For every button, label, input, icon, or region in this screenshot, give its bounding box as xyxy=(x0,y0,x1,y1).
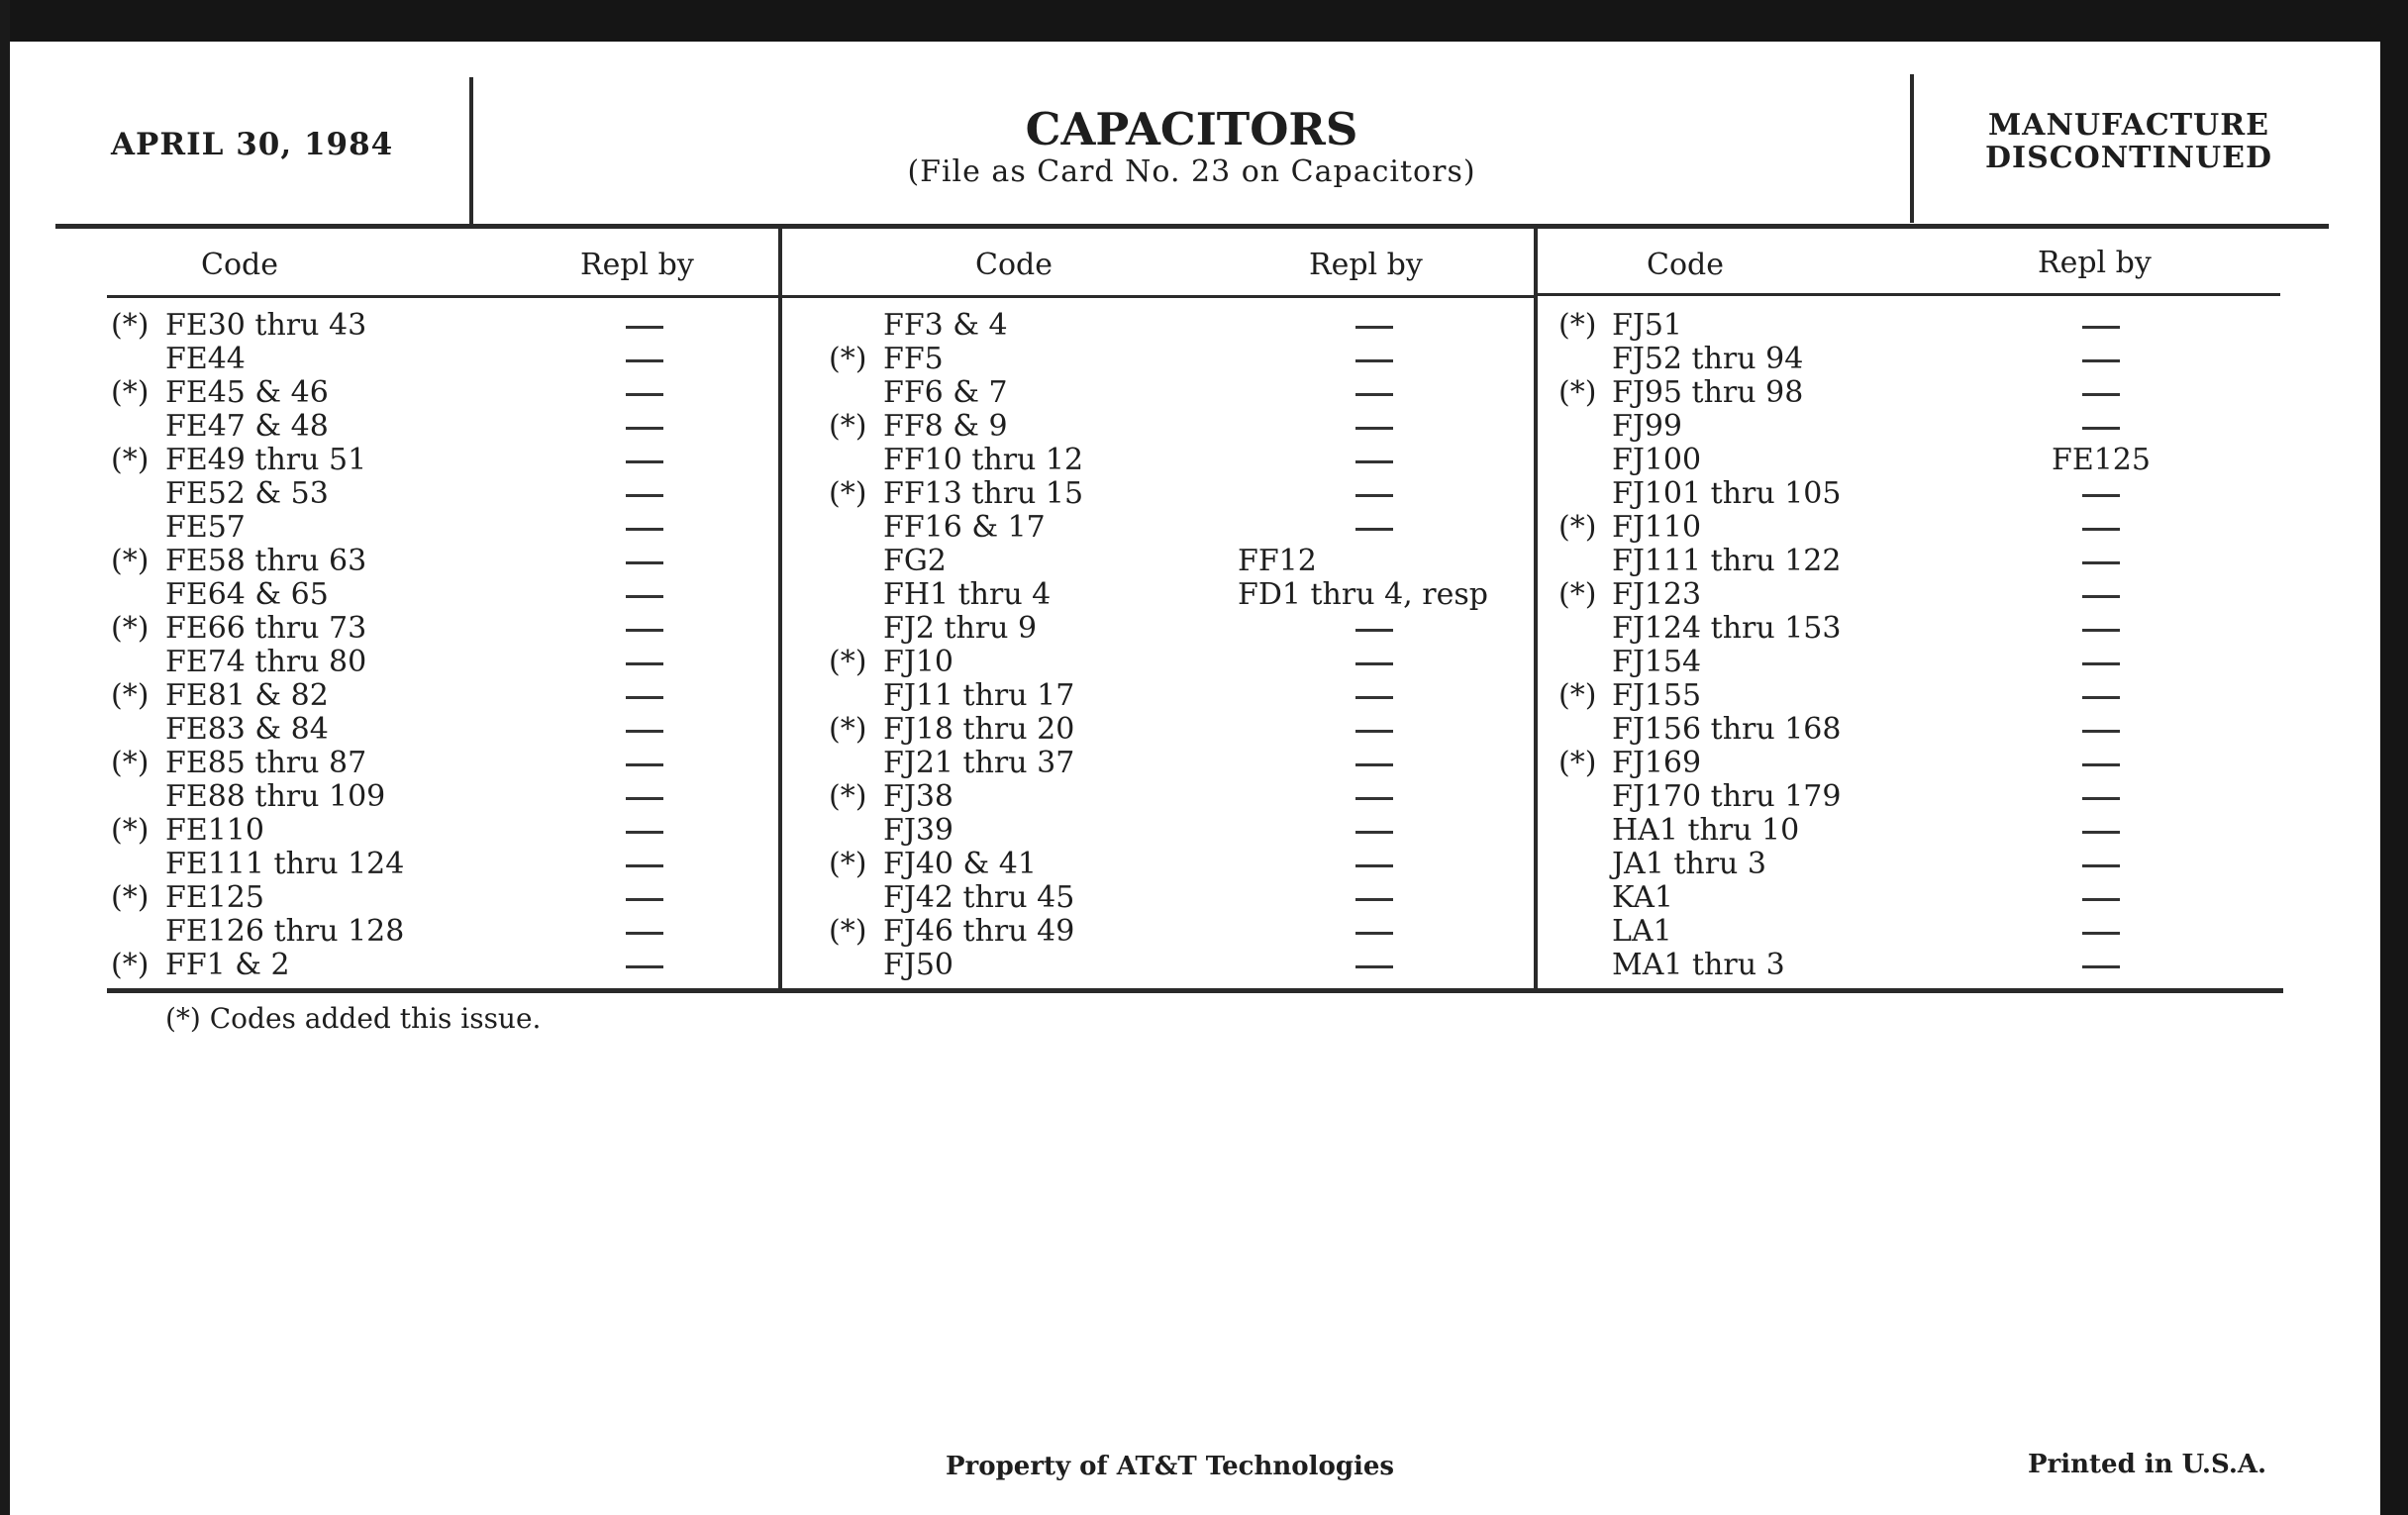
added-marker: (*) xyxy=(111,948,150,982)
scan-border-right xyxy=(2380,0,2408,1515)
code-cell: FE52 & 53 xyxy=(165,476,329,511)
no-replacement-dash xyxy=(626,561,663,564)
no-replacement-dash xyxy=(626,629,663,632)
code-cell: FJ39 xyxy=(883,813,954,848)
no-replacement-dash xyxy=(1355,797,1393,800)
scan-border-left xyxy=(0,0,10,1515)
added-marker: (*) xyxy=(111,375,150,410)
no-replacement-dash xyxy=(1355,696,1393,699)
no-replacement-dash xyxy=(2082,561,2120,564)
added-marker: (*) xyxy=(829,342,867,376)
code-cell: FE58 thru 63 xyxy=(165,544,367,578)
added-marker: (*) xyxy=(829,914,867,949)
column-divider-1 xyxy=(778,229,782,992)
code-cell: FJ155 xyxy=(1612,678,1702,713)
repl-cell: FE125 xyxy=(2052,443,2151,477)
no-replacement-dash xyxy=(626,427,663,430)
added-marker: (*) xyxy=(111,544,150,578)
code-cell: FE88 thru 109 xyxy=(165,779,386,814)
code-cell: FJ95 thru 98 xyxy=(1612,375,1804,410)
added-marker: (*) xyxy=(829,409,867,444)
header-underline-2 xyxy=(782,295,1534,298)
no-replacement-dash xyxy=(626,528,663,531)
column-divider-2 xyxy=(1534,229,1538,992)
code-cell: FJ99 xyxy=(1612,409,1683,444)
code-cell: FJ38 xyxy=(883,779,954,814)
added-marker: (*) xyxy=(111,611,150,646)
added-marker: (*) xyxy=(111,678,150,713)
code-cell: FF10 thru 12 xyxy=(883,443,1084,477)
footnote: (*) Codes added this issue. xyxy=(165,1002,542,1035)
column-header-repl-1: Repl by xyxy=(580,248,694,282)
code-cell: KA1 xyxy=(1612,880,1673,915)
no-replacement-dash xyxy=(626,730,663,733)
code-cell: FJ40 & 41 xyxy=(883,847,1037,881)
no-replacement-dash xyxy=(2082,730,2120,733)
no-replacement-dash xyxy=(626,831,663,834)
footer-printed: Printed in U.S.A. xyxy=(2028,1450,2267,1479)
no-replacement-dash xyxy=(626,662,663,665)
code-cell: FE44 xyxy=(165,342,246,376)
no-replacement-dash xyxy=(2082,427,2120,430)
header-rule xyxy=(55,224,2329,229)
no-replacement-dash xyxy=(626,965,663,968)
no-replacement-dash xyxy=(1355,494,1393,497)
no-replacement-dash xyxy=(1355,393,1393,396)
no-replacement-dash xyxy=(1355,662,1393,665)
code-cell: FE66 thru 73 xyxy=(165,611,367,646)
repl-cell: FD1 thru 4, resp xyxy=(1238,577,1488,612)
code-cell: JA1 thru 3 xyxy=(1612,847,1766,881)
code-cell: FF3 & 4 xyxy=(883,308,1008,343)
no-replacement-dash xyxy=(1355,730,1393,733)
added-marker: (*) xyxy=(1558,308,1597,343)
added-marker: (*) xyxy=(1558,577,1597,612)
code-cell: HA1 thru 10 xyxy=(1612,813,1800,848)
added-marker: (*) xyxy=(111,443,150,477)
no-replacement-dash xyxy=(626,932,663,935)
no-replacement-dash xyxy=(1355,898,1393,901)
added-marker: (*) xyxy=(829,779,867,814)
no-replacement-dash xyxy=(626,797,663,800)
no-replacement-dash xyxy=(626,326,663,329)
code-cell: FE125 xyxy=(165,880,264,915)
no-replacement-dash xyxy=(2082,326,2120,329)
code-cell: FJ21 thru 37 xyxy=(883,746,1075,780)
code-cell: FF16 & 17 xyxy=(883,510,1046,545)
added-marker: (*) xyxy=(111,308,150,343)
status-line-2: DISCONTINUED xyxy=(1985,141,2272,175)
no-replacement-dash xyxy=(2082,494,2120,497)
code-cell: FE85 thru 87 xyxy=(165,746,367,780)
code-cell: FF5 xyxy=(883,342,944,376)
no-replacement-dash xyxy=(626,359,663,362)
no-replacement-dash xyxy=(626,460,663,463)
added-marker: (*) xyxy=(111,746,150,780)
code-cell: FF1 & 2 xyxy=(165,948,290,982)
no-replacement-dash xyxy=(1355,932,1393,935)
code-cell: FJ11 thru 17 xyxy=(883,678,1075,713)
table-bottom-rule xyxy=(107,988,2283,993)
no-replacement-dash xyxy=(626,494,663,497)
no-replacement-dash xyxy=(1355,528,1393,531)
code-cell: FJ111 thru 122 xyxy=(1612,544,1842,578)
code-cell: FE57 xyxy=(165,510,246,545)
card-subtitle: (File as Card No. 23 on Capacitors) xyxy=(907,154,1476,189)
footer-property: Property of AT&T Technologies xyxy=(946,1452,1395,1481)
no-replacement-dash xyxy=(1355,359,1393,362)
no-replacement-dash xyxy=(2082,898,2120,901)
added-marker: (*) xyxy=(829,645,867,679)
no-replacement-dash xyxy=(1355,864,1393,867)
code-cell: FE49 thru 51 xyxy=(165,443,367,477)
added-marker: (*) xyxy=(1558,375,1597,410)
no-replacement-dash xyxy=(1355,326,1393,329)
code-cell: FJ2 thru 9 xyxy=(883,611,1038,646)
code-cell: FJ46 thru 49 xyxy=(883,914,1075,949)
no-replacement-dash xyxy=(626,763,663,766)
no-replacement-dash xyxy=(626,898,663,901)
code-cell: FJ50 xyxy=(883,948,954,982)
status-line-1: MANUFACTURE xyxy=(1987,108,2270,143)
card-title: CAPACITORS xyxy=(1025,103,1358,155)
code-cell: FJ169 xyxy=(1612,746,1702,780)
no-replacement-dash xyxy=(626,393,663,396)
no-replacement-dash xyxy=(1355,831,1393,834)
code-cell: MA1 thru 3 xyxy=(1612,948,1785,982)
code-cell: FJ10 xyxy=(883,645,954,679)
no-replacement-dash xyxy=(1355,965,1393,968)
no-replacement-dash xyxy=(1355,629,1393,632)
no-replacement-dash xyxy=(2082,696,2120,699)
no-replacement-dash xyxy=(2082,629,2120,632)
code-cell: FG2 xyxy=(883,544,947,578)
no-replacement-dash xyxy=(2082,831,2120,834)
column-header-repl-3: Repl by xyxy=(2038,246,2152,280)
no-replacement-dash xyxy=(2082,595,2120,598)
column-header-code-2: Code xyxy=(975,248,1053,282)
code-cell: FE47 & 48 xyxy=(165,409,329,444)
code-cell: FE30 thru 43 xyxy=(165,308,367,343)
added-marker: (*) xyxy=(829,476,867,511)
issue-date: APRIL 30, 1984 xyxy=(111,127,394,162)
code-cell: FE110 xyxy=(165,813,264,848)
no-replacement-dash xyxy=(2082,763,2120,766)
no-replacement-dash xyxy=(2082,932,2120,935)
column-header-code-3: Code xyxy=(1647,248,1724,282)
code-cell: FJ170 thru 179 xyxy=(1612,779,1842,814)
code-cell: FJ51 xyxy=(1612,308,1683,343)
code-cell: FH1 thru 4 xyxy=(883,577,1052,612)
code-cell: FJ156 thru 168 xyxy=(1612,712,1842,747)
no-replacement-dash xyxy=(626,696,663,699)
code-cell: FJ124 thru 153 xyxy=(1612,611,1842,646)
code-cell: FE45 & 46 xyxy=(165,375,329,410)
code-cell: FJ110 xyxy=(1612,510,1702,545)
code-cell: FJ123 xyxy=(1612,577,1702,612)
no-replacement-dash xyxy=(2082,393,2120,396)
added-marker: (*) xyxy=(111,880,150,915)
header-underline-3 xyxy=(1538,293,2280,296)
code-cell: FE74 thru 80 xyxy=(165,645,367,679)
column-header-repl-2: Repl by xyxy=(1309,248,1423,282)
added-marker: (*) xyxy=(1558,678,1597,713)
no-replacement-dash xyxy=(2082,662,2120,665)
code-cell: FJ52 thru 94 xyxy=(1612,342,1804,376)
added-marker: (*) xyxy=(111,813,150,848)
repl-cell: FF12 xyxy=(1238,544,1317,578)
code-cell: FE126 thru 128 xyxy=(165,914,405,949)
no-replacement-dash xyxy=(1355,427,1393,430)
added-marker: (*) xyxy=(829,847,867,881)
no-replacement-dash xyxy=(2082,864,2120,867)
scan-border-top xyxy=(0,0,2408,42)
code-cell: FE83 & 84 xyxy=(165,712,329,747)
code-cell: FJ100 xyxy=(1612,443,1702,477)
header-divider-right xyxy=(1910,74,1914,223)
added-marker: (*) xyxy=(1558,510,1597,545)
no-replacement-dash xyxy=(2082,528,2120,531)
code-cell: FF13 thru 15 xyxy=(883,476,1084,511)
code-cell: FE111 thru 124 xyxy=(165,847,405,881)
code-cell: FJ42 thru 45 xyxy=(883,880,1075,915)
column-header-code-1: Code xyxy=(201,248,278,282)
no-replacement-dash xyxy=(2082,359,2120,362)
code-cell: FF8 & 9 xyxy=(883,409,1008,444)
code-cell: FJ101 thru 105 xyxy=(1612,476,1842,511)
status-label xyxy=(1941,109,2317,174)
code-cell: LA1 xyxy=(1612,914,1672,949)
code-cell: FJ154 xyxy=(1612,645,1702,679)
no-replacement-dash xyxy=(626,595,663,598)
no-replacement-dash xyxy=(2082,797,2120,800)
no-replacement-dash xyxy=(1355,460,1393,463)
code-cell: FE64 & 65 xyxy=(165,577,329,612)
added-marker: (*) xyxy=(1558,746,1597,780)
code-cell: FF6 & 7 xyxy=(883,375,1008,410)
no-replacement-dash xyxy=(626,864,663,867)
header-underline-1 xyxy=(107,295,778,298)
no-replacement-dash xyxy=(1355,763,1393,766)
added-marker: (*) xyxy=(829,712,867,747)
code-cell: FJ18 thru 20 xyxy=(883,712,1075,747)
code-cell: FE81 & 82 xyxy=(165,678,329,713)
no-replacement-dash xyxy=(2082,965,2120,968)
